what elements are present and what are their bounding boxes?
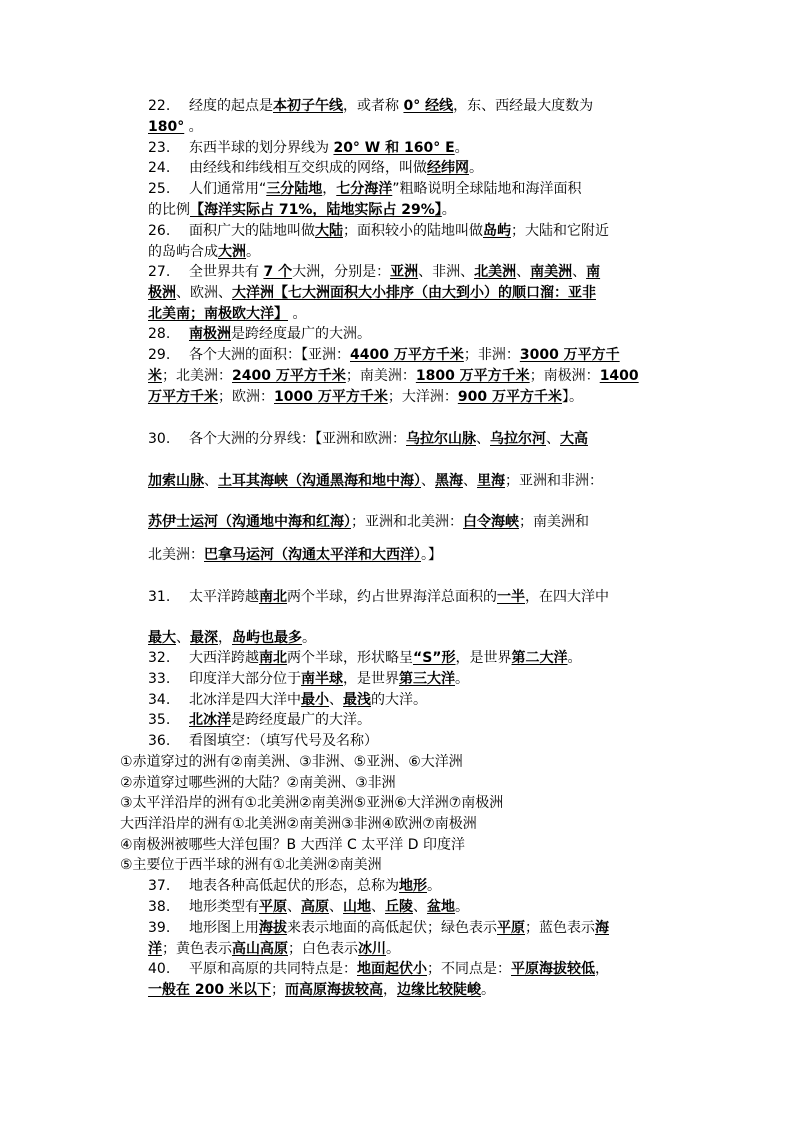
question-text: ；南美洲： xyxy=(345,368,416,384)
answer-text: 第二大洋 xyxy=(511,650,568,666)
question-text: 的大洋。 xyxy=(371,692,427,708)
question-text: 平原和高原的共同特点是： xyxy=(189,961,357,977)
question-text: 全世界共有 xyxy=(189,264,264,280)
question-text: 、 xyxy=(516,264,531,280)
answer-text: 岛屿也最多 xyxy=(232,630,302,646)
question-text: ， xyxy=(322,181,337,197)
answer-text: 而高原海拔较高 xyxy=(284,982,383,998)
question-text: ， xyxy=(218,630,232,646)
question-text: 、欧洲、 xyxy=(176,285,232,301)
text-line xyxy=(148,669,678,689)
answer-text: 3000 万平方千 xyxy=(519,347,620,363)
question-text: 地表各种高低起伏的形态，总称为 xyxy=(189,878,399,894)
question-text: 。 xyxy=(246,244,260,260)
question-text: 的比例 xyxy=(148,202,190,218)
answer-text: 平原海拔较低 xyxy=(511,961,595,977)
question-text: 、 xyxy=(476,431,490,447)
text-line xyxy=(120,814,650,834)
question-text: 、 xyxy=(329,692,343,708)
question-text: 东西半球的划分界线为 xyxy=(189,140,334,156)
answer-text: 经纬网 xyxy=(427,160,469,176)
question-text: 。 xyxy=(386,941,400,957)
text-line xyxy=(148,471,678,491)
answer-text: 0° 经线 xyxy=(403,98,454,114)
text-line xyxy=(148,387,678,407)
item-number: 22. xyxy=(148,98,171,114)
question-text: ③太平洋沿岸的洲有①北美洲②南美洲⑤亚洲⑥大洋洲⑦南极洲 xyxy=(120,795,504,811)
answer-text: 2400 万平方千米 xyxy=(232,368,346,384)
question-text: 两个半球，约占世界海洋总面积的 xyxy=(287,589,497,605)
question-text: 、 xyxy=(287,899,301,915)
answer-text: 高山高原 xyxy=(232,941,288,957)
question-text: 看图填空：（填写代号及名称） xyxy=(189,733,378,749)
item-number: 33. xyxy=(148,671,171,687)
text-line xyxy=(148,158,678,178)
answer-text: 最小 xyxy=(301,692,329,708)
item-number: 39. xyxy=(148,920,171,936)
question-text: ”粗略说明全球陆地和海洋面积 xyxy=(392,181,582,197)
text-line xyxy=(148,545,678,565)
text-line xyxy=(148,918,678,938)
question-text: 面积广大的陆地叫做 xyxy=(189,223,315,239)
question-text: 、 xyxy=(546,431,560,447)
question-text: ；欧洲： xyxy=(218,389,274,405)
text-line xyxy=(148,710,678,730)
answer-text: 大高 xyxy=(560,431,588,447)
answer-text: 高原 xyxy=(301,899,329,915)
answer-text: 里海 xyxy=(477,473,505,489)
item-number: 26. xyxy=(148,223,171,239)
text-line xyxy=(148,939,678,959)
answer-text: 冰川 xyxy=(358,941,386,957)
answer-text: 大陆 xyxy=(315,223,343,239)
question-text: 北冰洋是四大洋中 xyxy=(189,692,301,708)
question-text: ，是世界 xyxy=(343,671,399,687)
question-text: ①赤道穿过的洲有②南美洲、③非洲、⑤亚洲、⑥大洋洲 xyxy=(120,754,463,770)
question-text: 大西洋跨越 xyxy=(189,650,259,666)
question-text: 各个大洲的面积：【亚洲： xyxy=(189,347,350,363)
text-line xyxy=(148,897,678,917)
item-number: 25. xyxy=(148,181,171,197)
answer-text: 最大 xyxy=(148,630,176,646)
text-line xyxy=(148,980,678,1000)
question-text: ，在四大洋中 xyxy=(525,589,609,605)
question-text: 、 xyxy=(463,473,477,489)
item-number: 40. xyxy=(148,961,171,977)
text-line xyxy=(148,304,678,324)
answer-text: 极洲 xyxy=(148,285,176,301)
answer-text: 边缘比较陡峻 xyxy=(396,982,481,998)
answer-text: 南 xyxy=(586,264,601,280)
text-line xyxy=(148,345,678,365)
text-line xyxy=(148,221,678,241)
question-text: 、 xyxy=(572,264,587,280)
question-text: 的岛屿合成 xyxy=(148,244,218,260)
question-text: 是跨经度最广的大洋。 xyxy=(231,712,371,728)
question-text: ；南极洲： xyxy=(529,368,600,384)
answer-text: 1800 万平方千米 xyxy=(415,368,530,384)
question-text: 。 xyxy=(455,671,469,687)
answer-text: 1400 xyxy=(599,368,639,384)
text-line xyxy=(148,324,678,344)
answer-text: 7 个 xyxy=(263,264,293,280)
answer-text: 180° xyxy=(148,119,185,135)
answer-text: 最浅 xyxy=(343,692,371,708)
text-line xyxy=(120,793,650,813)
question-text: 经度的起点是 xyxy=(189,98,273,114)
question-text: 地形图上用 xyxy=(189,920,259,936)
question-text: 、 xyxy=(371,899,385,915)
text-line xyxy=(148,690,678,710)
question-text: ；非洲： xyxy=(463,347,520,363)
item-number: 30. xyxy=(148,431,171,447)
text-line xyxy=(120,773,650,793)
answer-text: 洋 xyxy=(148,941,162,957)
answer-text: 南极洲 xyxy=(189,326,231,342)
question-text: ⑤主要位于西半球的洲有①北美洲②南美洲 xyxy=(120,857,382,873)
text-line xyxy=(148,587,678,607)
item-number: 34. xyxy=(148,692,171,708)
answer-text: 土耳其海峡（沟通黑海和地中海） xyxy=(218,473,421,489)
answer-text: 一半 xyxy=(497,589,525,605)
question-text: 。 xyxy=(567,650,582,666)
text-line xyxy=(120,855,650,875)
item-number: 37. xyxy=(148,878,171,894)
answer-text: 南北 xyxy=(259,589,287,605)
question-text: ；大陆和它附近 xyxy=(511,223,609,239)
item-number: 38. xyxy=(148,899,171,915)
question-text: 、 xyxy=(413,899,427,915)
answer-text: “S”形 xyxy=(413,650,456,666)
question-text: ；大洋洲： xyxy=(387,389,458,405)
answer-text: 地形 xyxy=(399,878,427,894)
answer-text: 1000 万平方千米 xyxy=(274,389,388,405)
answer-text: 黑海 xyxy=(435,473,463,489)
question-text: ；南美洲和 xyxy=(519,514,589,530)
answer-text: 丘陵 xyxy=(385,899,413,915)
question-text: 北美洲： xyxy=(148,547,204,563)
question-text: 。 xyxy=(184,119,203,135)
question-text: ，或者称 xyxy=(343,98,404,114)
text-line xyxy=(148,242,678,262)
question-text: 太平洋跨越 xyxy=(189,589,259,605)
text-line xyxy=(148,138,678,158)
question-text: ；面积较小的陆地叫做 xyxy=(343,223,483,239)
question-text: 。 xyxy=(427,878,441,894)
question-text: 。】 xyxy=(421,547,442,563)
answer-text: 海 xyxy=(595,920,609,936)
answer-text: 大洲 xyxy=(218,244,246,260)
text-line xyxy=(148,959,678,979)
item-number: 24. xyxy=(148,160,171,176)
answer-text: 白令海峡 xyxy=(463,514,519,530)
item-number: 29. xyxy=(148,347,171,363)
text-line xyxy=(120,752,650,772)
item-number: 36. xyxy=(148,733,171,749)
question-text: 大西洋沿岸的洲有①北美洲②南美洲③非洲④欧洲⑦南极洲 xyxy=(120,816,477,832)
question-text: ；亚洲和北美洲： xyxy=(351,514,463,530)
item-number: 31. xyxy=(148,589,171,605)
question-text: ， xyxy=(595,961,609,977)
question-text: 。 xyxy=(441,202,456,218)
text-line xyxy=(148,429,678,449)
question-text: ， xyxy=(382,982,397,998)
question-text: 人们通常用“ xyxy=(189,181,267,197)
question-text: 大洲，分别是： xyxy=(292,264,391,280)
question-text: 。 xyxy=(302,630,316,646)
question-text: ；亚洲和非洲： xyxy=(505,473,603,489)
question-text: 。 xyxy=(454,140,469,156)
answer-text: 最深 xyxy=(190,630,218,646)
item-number: 32. xyxy=(148,650,171,666)
question-text: 各个大洲的分界线：【亚洲和欧洲： xyxy=(189,431,406,447)
question-text: ④南极洲被哪些大洋包围？B 大西洋 C 太平洋 D 印度洋 xyxy=(120,837,465,853)
question-text: ，是世界 xyxy=(455,650,512,666)
answer-text: 山地 xyxy=(343,899,371,915)
question-text: 。 xyxy=(288,306,307,322)
question-text: 地形类型有 xyxy=(189,899,259,915)
answer-text: 平原 xyxy=(497,920,525,936)
answer-text: 南半球 xyxy=(301,671,343,687)
item-number: 27. xyxy=(148,264,171,280)
answer-text: 岛屿 xyxy=(483,223,511,239)
answer-text: 盆地 xyxy=(427,899,455,915)
question-text: ；黄色表示 xyxy=(162,941,232,957)
answer-text: 海拔 xyxy=(259,920,287,936)
answer-text: 万平方千米 xyxy=(148,389,218,405)
text-line xyxy=(148,200,678,220)
answer-text: 900 万平方千米 xyxy=(457,389,562,405)
text-line xyxy=(148,283,678,303)
item-number: 28. xyxy=(148,326,171,342)
question-text: 、 xyxy=(176,630,190,646)
answer-text: 三分陆地 xyxy=(266,181,323,197)
answer-text: 南美洲 xyxy=(530,264,573,280)
answer-text: 4400 万平方千米 xyxy=(350,347,464,363)
answer-text: 【七大洲面积大小排序（由大到小）的顺口溜：亚非 xyxy=(274,285,596,301)
question-text: ； xyxy=(270,982,285,998)
question-text: 来表示地面的高低起伏；绿色表示 xyxy=(287,920,497,936)
text-line xyxy=(148,117,678,137)
question-text: 。 xyxy=(455,899,469,915)
question-text: 】。 xyxy=(561,389,583,405)
question-text: 、 xyxy=(329,899,343,915)
answer-text: 北美南；南极欧大洋】 xyxy=(148,306,288,322)
answer-text: 南北 xyxy=(259,650,287,666)
question-text: ；白色表示 xyxy=(288,941,358,957)
answer-text: 地面起伏小 xyxy=(357,961,427,977)
text-line xyxy=(148,876,678,896)
question-text: ；北美洲： xyxy=(162,368,232,384)
answer-text: 乌拉尔河 xyxy=(490,431,546,447)
question-text: 印度洋大部分位于 xyxy=(189,671,301,687)
answer-text: 米 xyxy=(148,368,162,384)
text-line xyxy=(148,512,678,532)
text-line xyxy=(148,628,678,648)
answer-text: 本初子午线 xyxy=(273,98,343,114)
question-text: 。 xyxy=(469,160,483,176)
answer-text: 苏伊士运河（沟通地中海和红海） xyxy=(148,514,351,530)
answer-text: 加索山脉 xyxy=(148,473,204,489)
question-text: 。 xyxy=(480,982,495,998)
question-text: 是跨经度最广的大洲。 xyxy=(231,326,371,342)
answer-text: 巴拿马运河（沟通太平洋和大西洋） xyxy=(204,547,421,563)
question-text: 、 xyxy=(204,473,218,489)
text-line xyxy=(120,835,650,855)
item-number: 23. xyxy=(148,140,171,156)
text-line xyxy=(148,262,678,282)
question-text: 、 xyxy=(421,473,435,489)
answer-text: 北美洲 xyxy=(474,264,517,280)
question-text: ②赤道穿过哪些洲的大陆？②南美洲、③非洲 xyxy=(120,775,396,791)
question-text: 、非洲、 xyxy=(418,264,475,280)
answer-text: 七分海洋 xyxy=(336,181,393,197)
answer-text: 大洋洲 xyxy=(232,285,274,301)
answer-text: 北冰洋 xyxy=(189,712,231,728)
text-line xyxy=(148,179,678,199)
question-text: ；蓝色表示 xyxy=(525,920,595,936)
answer-text: 平原 xyxy=(259,899,287,915)
text-line xyxy=(148,731,678,751)
text-line xyxy=(148,96,678,116)
answer-text: 第三大洋 xyxy=(399,671,455,687)
question-text: ；不同点是： xyxy=(427,961,511,977)
item-number: 35. xyxy=(148,712,171,728)
answer-text: 亚洲 xyxy=(390,264,419,280)
answer-text: 20° W 和 160° E xyxy=(333,140,455,156)
answer-text: 乌拉尔山脉 xyxy=(406,431,476,447)
question-text: 由经线和纬线相互交织成的网络，叫做 xyxy=(189,160,427,176)
question-text: ，东、西经最大度数为 xyxy=(453,98,594,114)
text-line xyxy=(148,648,678,668)
question-text: 两个半球，形状略呈 xyxy=(287,650,413,666)
text-line xyxy=(148,366,678,386)
answer-text: 一般在 200 米以下 xyxy=(148,982,271,998)
answer-text: 【海洋实际占 71%，陆地实际占 29%】 xyxy=(190,202,442,218)
